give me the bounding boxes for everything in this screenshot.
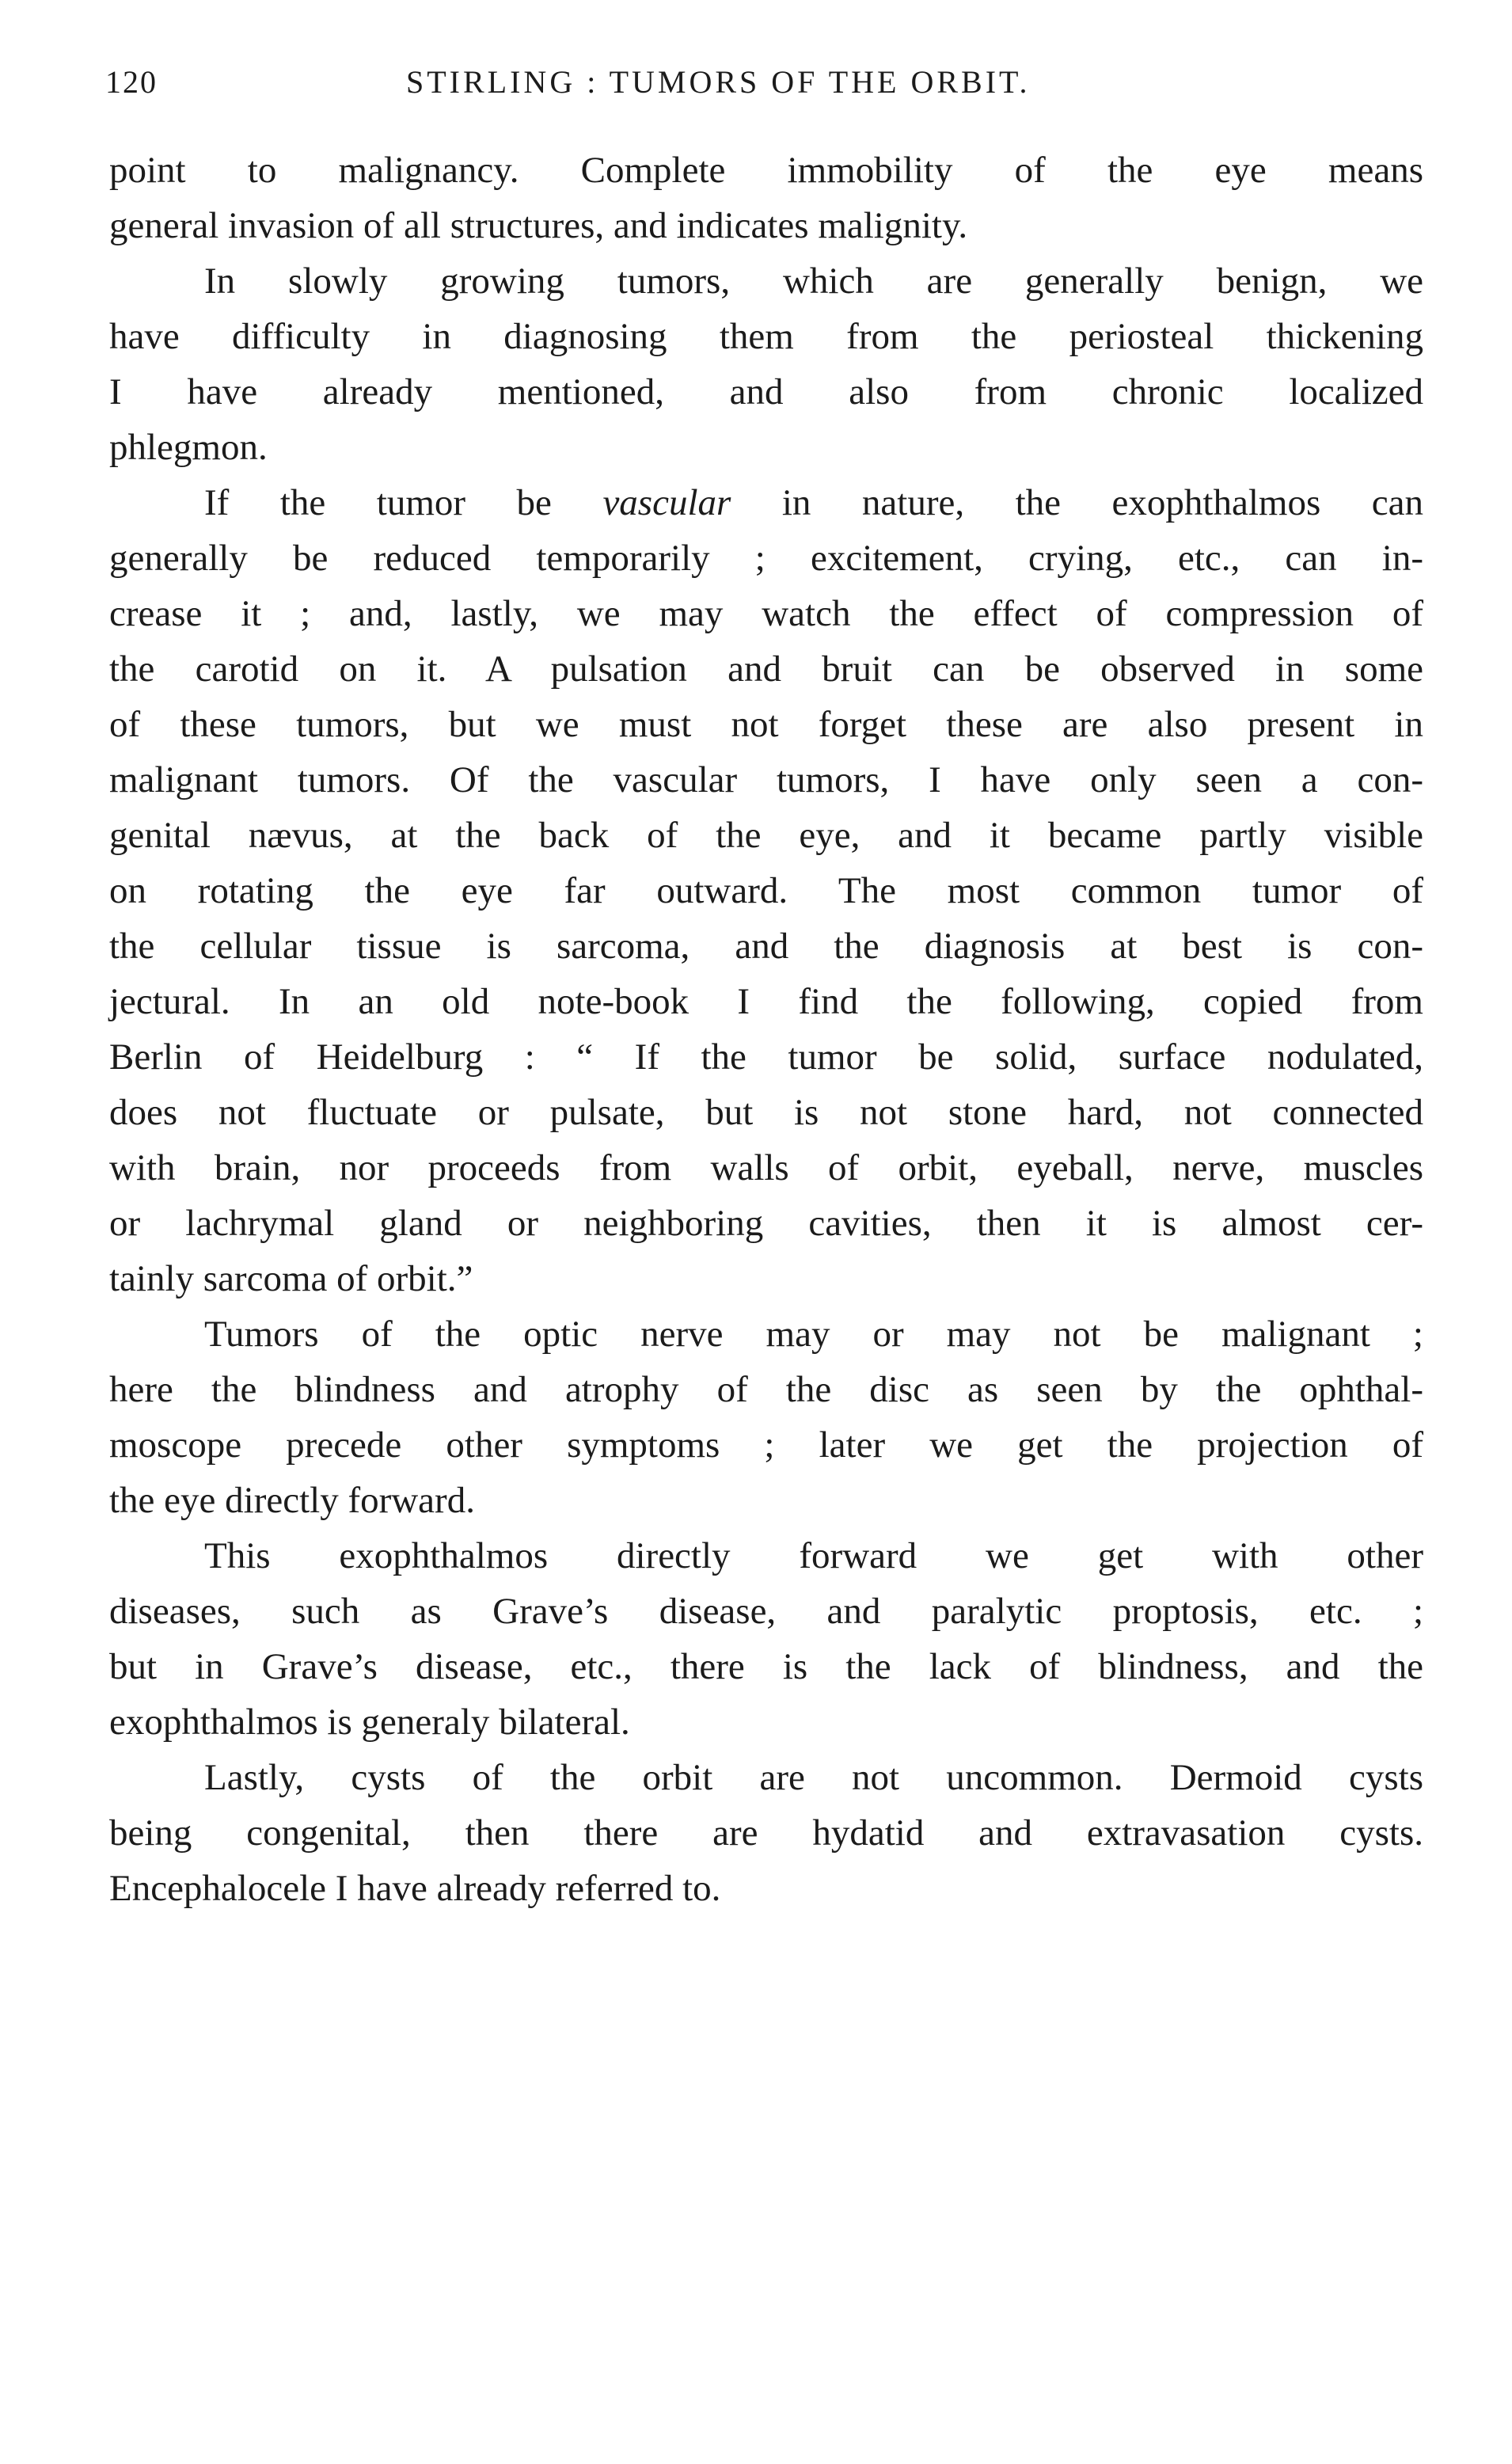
running-head [105, 63, 1142, 111]
text-line: or lachrymal gland or neighboring cavities, then it is almost cer- [109, 1203, 1423, 1244]
text-line: moscope precede other symptoms ; later we get the projection of [109, 1424, 1423, 1466]
text-line: jectural. In an old note-book I find the following, copied from [109, 981, 1423, 1022]
text-line: Tumors of the optic nerve may or may not be malignant ; [204, 1314, 1423, 1355]
text-line: Encephalocele I have already referred to. [109, 1868, 721, 1909]
text-line: the carotid on it. A pulsation and bruit can be observed in some [109, 648, 1423, 690]
text-line: point to malignancy. Complete immobility of the eye means [109, 150, 1423, 191]
text-line: I have already mentioned, and also from chronic localized [109, 371, 1423, 413]
text-line: malignant tumors. Of the vascular tumors, I have only seen a con- [109, 759, 1423, 800]
text-line: of these tumors, but we must not forget these are also present in [109, 704, 1423, 745]
text-line: exophthalmos is generaly bilateral. [109, 1702, 630, 1743]
text-line: with brain, nor proceeds from walls of orbit, eyeball, nerve, muscles [109, 1147, 1423, 1188]
text-line: tainly sarcoma of orbit.” [109, 1258, 473, 1299]
text-line: being congenital, then there are hydatid and extravasation cysts. [109, 1812, 1423, 1854]
text-line: genital nævus, at the back of the eye, and it became partly visible [109, 815, 1423, 856]
text-line: crease it ; and, lastly, we may watch the effect of compression of [109, 593, 1423, 634]
text-segment: If the tumor be [204, 482, 603, 523]
text-segment: in nature, the exophthalmos can [731, 482, 1423, 523]
text-line: the eye directly forward. [109, 1480, 475, 1521]
page-number: 120 [105, 64, 158, 100]
text-line: have difficulty in diagnosing them from the periosteal thickening [109, 316, 1423, 357]
body-text [109, 143, 1423, 1916]
text-line: This exophthalmos directly forward we get with other [204, 1535, 1423, 1576]
text-line: on rotating the eye far outward. The most common tumor of [109, 870, 1423, 911]
text-line: phlegmon. [109, 427, 268, 468]
text-line [109, 475, 1423, 530]
running-title: STIRLING : TUMORS OF THE ORBIT. [406, 64, 1031, 100]
text-line: generally be reduced temporarily ; excitement, crying, etc., can in- [109, 538, 1423, 579]
italic-term: vascular [602, 482, 731, 523]
text-line: diseases, such as Grave’s disease, and paralytic proptosis, etc. ; [109, 1591, 1423, 1632]
text-line: Lastly, cysts of the orbit are not uncommon. Dermoid cysts [204, 1757, 1423, 1798]
text-line: but in Grave’s disease, etc., there is the lack of blindness, and the [109, 1646, 1423, 1687]
text-line: here the blindness and atrophy of the disc as seen by the ophthal- [109, 1369, 1423, 1410]
text-line: the cellular tissue is sarcoma, and the diagnosis at best is con- [109, 926, 1423, 967]
text-line: does not fluctuate or pulsate, but is not stone hard, not connected [109, 1092, 1423, 1133]
text-line: Berlin of Heidelburg : “ If the tumor be solid, surface nodulated, [109, 1036, 1423, 1078]
text-line: general invasion of all structures, and indicates malignity. [109, 205, 968, 246]
text-line: In slowly growing tumors, which are generally benign, we [204, 260, 1423, 302]
